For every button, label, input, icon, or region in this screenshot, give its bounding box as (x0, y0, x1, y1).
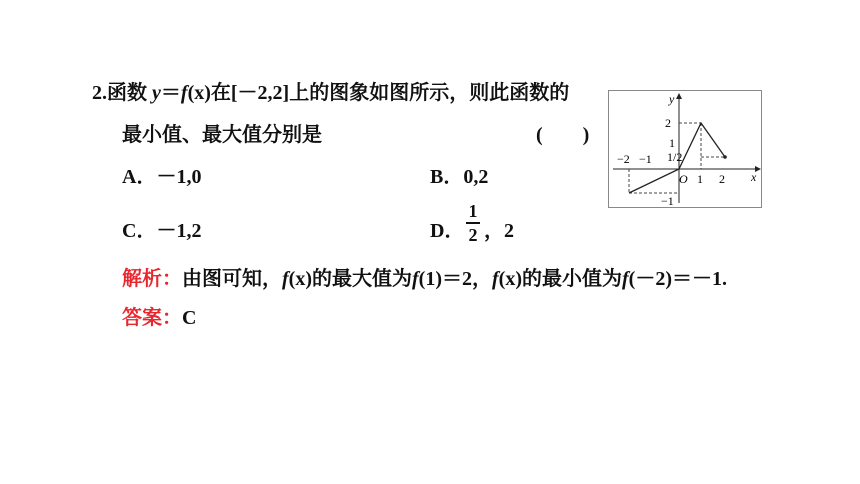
answer-parentheses: ( ) (536, 124, 590, 146)
option-c-value: －1,2 (156, 220, 202, 242)
option-b-value: 0,2 (463, 166, 489, 188)
analysis-t1: 由图可知， (182, 268, 282, 290)
option-b-label: B． (430, 166, 464, 188)
answer-line (122, 301, 196, 330)
analysis-x1: (x) (288, 268, 312, 290)
math-f: f (180, 82, 188, 104)
question-text-b: 在 (210, 82, 231, 104)
y-tick-minus-1: −1 (661, 194, 674, 207)
analysis-f4: f (622, 268, 629, 290)
option-d-fraction (466, 202, 480, 244)
x-axis-label: x (751, 170, 757, 184)
analysis-x3: (x) (498, 268, 522, 290)
option-a-value: －1,0 (156, 166, 202, 188)
option-d-label: D． (430, 220, 465, 242)
fraction-numerator: 1 (468, 201, 478, 221)
analysis-t4: 的最小值为 (522, 268, 622, 290)
option-c-label: C． (122, 220, 157, 242)
fraction-denominator: 2 (468, 225, 478, 245)
analysis-f1: f (282, 268, 289, 290)
question-text-c: 上的图象如图所示，则此函数的 (289, 82, 570, 104)
analysis-label: 解析： (122, 268, 182, 290)
fraction-bar (466, 222, 480, 224)
function-graph (608, 90, 762, 208)
analysis-t2: 的最大值为 (312, 268, 412, 290)
analysis-f2: f (412, 268, 419, 290)
y-tick-half: 1/2 (667, 150, 683, 164)
x-tick-minus-2: −2 (617, 152, 630, 166)
analysis-line (122, 262, 727, 291)
x-tick-1: 1 (697, 172, 703, 186)
x-tick-2: 2 (719, 172, 725, 186)
origin-label: O (679, 172, 688, 186)
option-a (122, 160, 201, 189)
answer-label: 答案： (122, 307, 182, 329)
answer-value: C (182, 307, 197, 329)
option-b (430, 160, 488, 189)
y-axis-label: y (669, 92, 675, 106)
math-interval: [－2,2] (230, 82, 290, 104)
analysis-t3: (1)＝2， (418, 268, 492, 290)
option-d (430, 214, 464, 243)
function-graph-svg (609, 91, 761, 207)
question-number: 2. (92, 82, 107, 104)
y-tick-1: 1 (669, 136, 675, 150)
math-y: y (152, 82, 161, 104)
question-line-2: 最小值、最大值分别是 (122, 124, 322, 146)
analysis-t5: (－2)＝－1. (628, 268, 727, 290)
question-text-a: 函数 (107, 82, 152, 104)
math-x-paren: (x) (187, 82, 211, 104)
option-c (122, 214, 201, 243)
endpoint-dot (723, 155, 727, 159)
x-tick-minus-1: −1 (639, 152, 652, 166)
option-d-rest: ，2 (484, 220, 514, 242)
analysis-f3: f (492, 268, 499, 290)
y-tick-2: 2 (665, 116, 671, 130)
y-axis-arrow (676, 93, 682, 99)
question-line-1 (92, 76, 569, 105)
option-a-label: A． (122, 166, 157, 188)
math-equals: ＝ (160, 82, 181, 104)
